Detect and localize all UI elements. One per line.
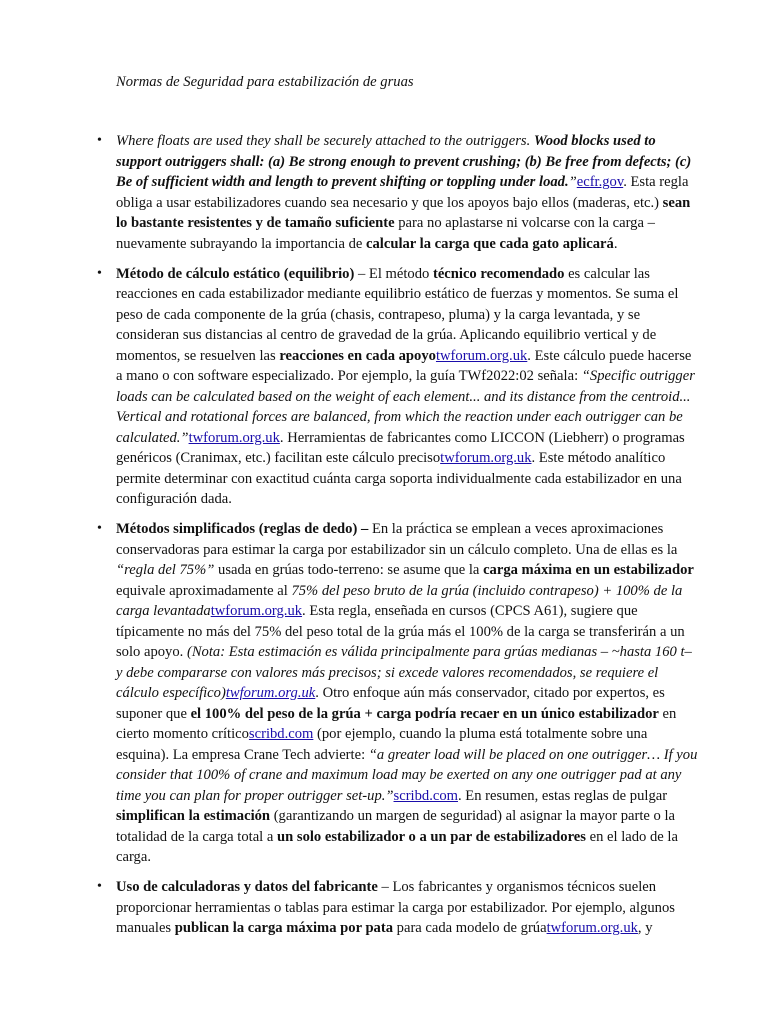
list-item xyxy=(116,264,698,510)
body-text: – Los fabricantes y organismos técnicos suelen proporcionar herramientas o tablas para estimar la carga por estabilizador. Por ejemplo, algunos manuales xyxy=(116,879,675,936)
body-text: para no aplastarse ni volcarse con la carga – nuevamente subrayando la importancia de xyxy=(116,215,655,252)
italic-text: “regla del 75%” xyxy=(116,562,215,578)
source-link[interactable]: twforum.org.uk xyxy=(188,429,280,446)
bold-text: simplifican la estimación xyxy=(116,808,271,824)
body-text: para cada modelo de grúa xyxy=(393,920,547,936)
document-title: Normas de Seguridad para estabilización de gruas xyxy=(116,74,414,90)
bold-text: Método de cálculo estático (equilibrio) xyxy=(116,265,355,282)
bold-text: – xyxy=(357,521,372,537)
source-link[interactable]: twforum.org.uk xyxy=(546,920,638,936)
body-text: (garantizando un margen de seguridad) al asignar la mayor parte o la totalidad de la carga total a xyxy=(116,808,675,845)
source-link[interactable]: twforum.org.uk xyxy=(225,685,316,701)
bold-text: reacciones en cada apoyo xyxy=(279,347,436,364)
italic-text: ” xyxy=(568,174,577,190)
list-item xyxy=(116,519,698,868)
bullet-list xyxy=(116,131,698,948)
italic-text: “a greater load will be placed on one outrigger… If you consider that 100% of crane and maximum load may be exerted on any one outrigger pad at any time you can plan for proper outrigger set-up.” xyxy=(116,746,698,804)
bold-italic-text: Wood blocks used to support outriggers shall: (a) Be strong enough to prevent crushing; (b) Be free from defects; (c) Be of sufficient width and length to prevent shifting or toppling under load. xyxy=(116,133,692,190)
bold-text: carga máxima en un estabilizador xyxy=(483,562,694,578)
body-text: . Esta regla obliga a usar estabilizadores cuando sea necesario y que los apoyos bajo ellos (maderas, etc.) xyxy=(116,174,689,211)
bold-text: Uso de calculadoras y datos del fabricante xyxy=(116,879,378,895)
bold-text: un solo estabilizador o a un par de estabilizadores xyxy=(277,828,586,845)
italic-text: 75% del peso bruto de la grúa (incluido contrapeso) + 100% de la carga levantada xyxy=(116,582,683,619)
body-text: . En resumen, estas reglas de pulgar xyxy=(457,787,668,804)
body-text: . Este cálculo puede hacerse a mano o con software especializado. Por ejemplo, la guía TWf2022:02 señala: xyxy=(116,347,692,384)
body-text: . Esta regla, enseñada en cursos (CPCS A61), sugiere que típicamente no más del 75% del peso total de la grúa más el 100% de la carga se transferirán a un solo apoyo. xyxy=(116,603,685,660)
bold-text: calcular la carga que cada gato aplicará xyxy=(366,235,614,252)
source-link[interactable]: twforum.org.uk xyxy=(210,603,303,619)
italic-text: “Specific outrigger loads can be calculated based on the weight of each element... and its distance from the centroid... Vertical and rotational forces are balanced, from which the reaction under each outrigger can be calculated.” xyxy=(116,368,695,446)
list-item xyxy=(116,877,698,939)
body-text: . xyxy=(613,235,618,252)
bold-text: Métodos simplificados (reglas de dedo) xyxy=(116,521,358,537)
body-text: , y xyxy=(637,920,653,936)
body-text: – El método xyxy=(354,265,433,282)
source-link[interactable]: ecfr.gov xyxy=(576,174,624,190)
body-text: . Otro enfoque aún más conservador, citado por expertos, es suponer que xyxy=(116,685,665,722)
source-link[interactable]: scribd.com xyxy=(393,787,458,804)
source-link[interactable]: twforum.org.uk xyxy=(440,450,532,466)
bold-text: técnico recomendado xyxy=(432,265,565,282)
body-text: en cierto momento crítico xyxy=(116,705,677,742)
italic-text: Where floats are used they shall be securely attached to the outriggers. xyxy=(116,133,534,149)
source-link[interactable]: twforum.org.uk xyxy=(435,347,528,364)
italic-text: (Nota: Esta estimación es válida principalmente para grúas medianas – ~hasta 160 t– y debe compararse con valores más precisos; si excede valores recomendados, se requiere el cálculo específico) xyxy=(116,644,692,701)
body-text: equivale aproximadamente al xyxy=(116,582,292,599)
bold-text: el 100% del peso de la grúa + carga podría recaer en un único estabilizador xyxy=(190,705,659,722)
body-text: es calcular las reacciones en cada estabilizador mediante equilibrio estático de fuerzas y momentos. Se suma el peso de cada componente de la grúa (chasis, contrapeso, pluma) y la carga levantada, y se consideran sus distancias al centro de gravedad de la grúa. Aplicando equilibrio vertical y de momentos, se resuelven las xyxy=(116,265,679,364)
body-text: (por ejemplo, cuando la pluma está totalmente sobre una esquina). La empresa Crane Tech advierte: xyxy=(116,726,648,763)
body-text: . Este método analítico permite determinar con exactitud cuánta carga soporta individualmente cada estabilizador en una configuración dada. xyxy=(116,450,682,507)
body-text: usada en grúas todo-terreno: se asume que la xyxy=(214,562,484,578)
bold-text: sean lo bastante resistentes y de tamaño suficiente xyxy=(116,194,691,231)
bold-text: publican la carga máxima por pata xyxy=(174,920,394,936)
list-item xyxy=(116,131,698,254)
body-text: . Herramientas de fabricantes como LICCON (Liebherr) o programas genéricos (Cranimax, etc.) facilitan este cálculo preciso xyxy=(116,429,685,466)
body-text: en el lado de la carga. xyxy=(116,828,678,865)
body-text: En la práctica se emplean a veces aproximaciones conservadoras para estimar la carga por estabilizador sin un cálculo completo. Una de ellas es la xyxy=(116,521,678,558)
source-link[interactable]: scribd.com xyxy=(248,726,314,742)
